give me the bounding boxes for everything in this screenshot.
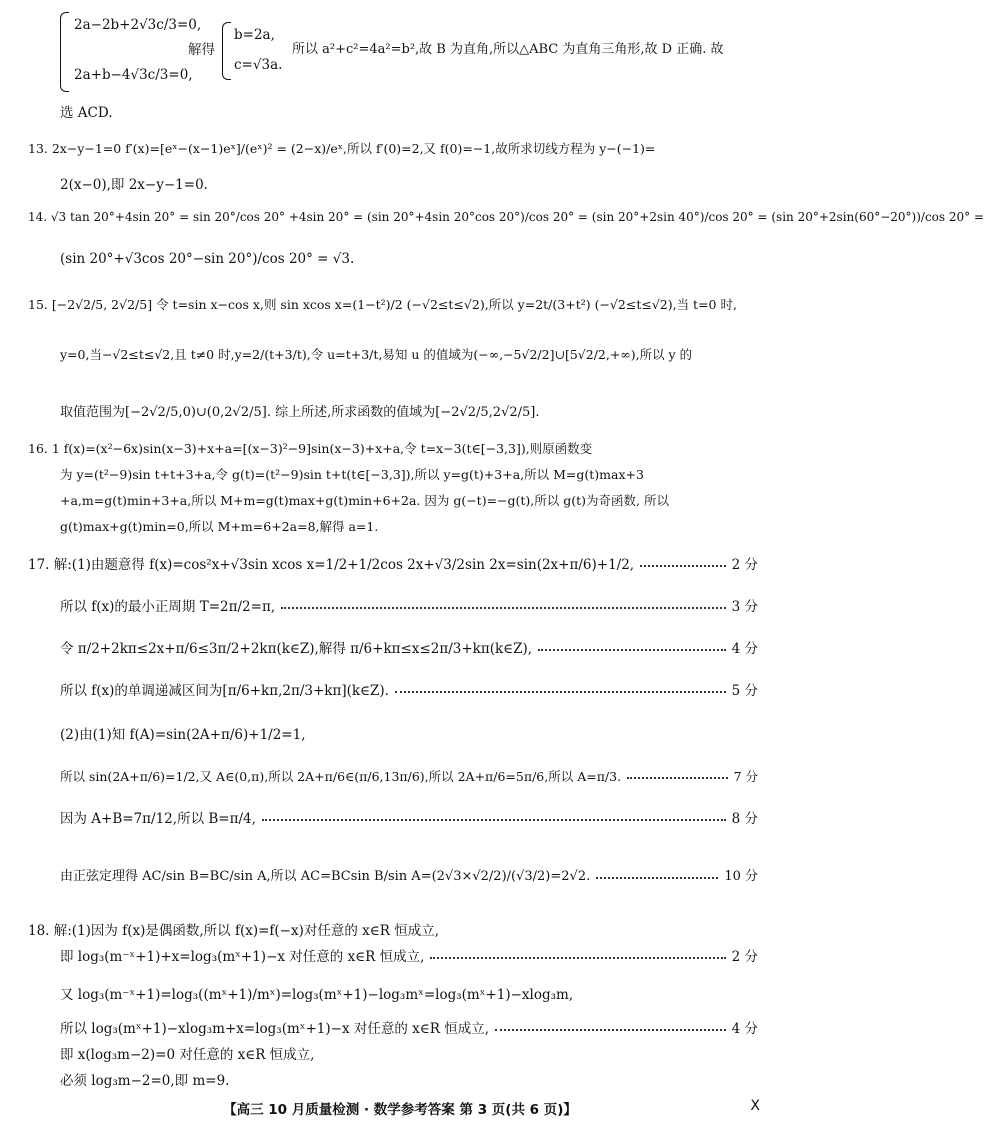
q13-line-2: 2(x−0),即 2x−y−1=0.: [60, 177, 208, 193]
conclusion-text: 所以 a²+c²=4a²=b²,故 B 为直角,所以△ABC 为直角三角形,故 D 正确. 故: [292, 42, 724, 57]
q17-row: [60, 598, 758, 616]
q17-row: [60, 768, 758, 786]
leader-dots: [395, 689, 726, 693]
leader-dots: [262, 817, 726, 821]
leader-dots: [430, 955, 725, 959]
page-footer-title: 【高三 10 月质量检测 · 数学参考答案 第 3 页(共 6 页)】: [223, 1102, 577, 1118]
equation-system-block: [60, 8, 800, 98]
q18-row-text: 18. 解:(1)因为 f(x)是偶函数,所以 f(x)=f(−x)对任意的 x∈R 恒成立,: [28, 923, 440, 939]
q17-row: [60, 868, 758, 886]
q18-row-text: 又 log₃(m⁻ˣ+1)=log₃((mˣ+1)/mˣ)=log₃(mˣ+1)−log₃mˣ=log₃(mˣ+1)−xlog₃m,: [60, 987, 574, 1003]
score-label: 2 分: [731, 557, 758, 573]
leader-dots: [281, 605, 725, 609]
equation-2: 2a+b−4√3c/3=0,: [74, 67, 193, 83]
q17-row-text: 令 π/2+2kπ≤2x+π/6≤3π/2+2kπ(k∈Z),解得 π/6+kπ≤x≤2π/3+kπ(k∈Z),: [60, 641, 533, 657]
score-label: 4 分: [731, 641, 758, 657]
score-label: 3 分: [731, 599, 758, 615]
q17-row-text: 所以 f(x)的单调递减区间为[π/6+kπ,2π/3+kπ](k∈Z).: [60, 683, 389, 699]
q18-row-text: 所以 log₃(mˣ+1)−xlog₃m+x=log₃(mˣ+1)−x 对任意的 x∈R 恒成立,: [60, 1021, 490, 1037]
page-footer-code: X: [750, 1098, 760, 1114]
q14-line-2: (sin 20°+√3cos 20°−sin 20°)/cos 20° = √3.: [60, 251, 355, 267]
q15-line-3: 取值范围为[−2√2/5,0)∪(0,2√2/5]. 综上所述,所求函数的值域为[−2√2/5,2√2/5].: [60, 405, 540, 420]
q17-row: [60, 682, 758, 700]
q17-row-text: 由正弦定理得 AC/sin B=BC/sin A,所以 AC=BCsin B/sin A=(2√3×√2/2)/(√3/2)=2√2.: [60, 869, 591, 884]
answer-tail: 选 ACD.: [60, 105, 113, 121]
score-label: 8 分: [731, 811, 758, 827]
score-label: 2 分: [731, 949, 758, 965]
leader-dots: [495, 1027, 726, 1031]
q15-line-1: 15. [−2√2/5, 2√2/5] 令 t=sin x−cos x,则 sin xcos x=(1−t²)/2 (−√2≤t≤√2),所以 y=2t/(3+t²) (−√2≤t≤√2),当 t=0 时,: [28, 297, 737, 312]
q16-line-2: 为 y=(t²−9)sin t+t+3+a,令 g(t)=(t²−9)sin t+t(t∈[−3,3]),所以 y=g(t)+3+a,所以 M=g(t)max+3: [60, 467, 644, 482]
q14-line-1: 14. √3 tan 20°+4sin 20° = sin 20°/cos 20° +4sin 20° = (sin 20°+4sin 20°cos 20°)/cos 20° = (sin 20°+2sin 40°)/cos 20° = (sin 20°+2sin(60°−20°))/cos 20° =: [28, 210, 984, 224]
equation-1: 2a−2b+2√3c/3=0,: [74, 17, 202, 33]
q16-line-4: g(t)max+g(t)min=0,所以 M+m=6+2a=8,解得 a=1.: [60, 519, 379, 534]
solution-1: b=2a,: [234, 27, 275, 43]
solve-word: 解得: [188, 42, 215, 58]
q17-row-text: 17. 解:(1)由题意得 f(x)=cos²x+√3sin xcos x=1/2+1/2cos 2x+√3/2sin 2x=sin(2x+π/6)+1/2,: [28, 557, 635, 573]
q18-row: [60, 948, 758, 966]
q17-row: [60, 640, 758, 658]
leader-dots: [627, 775, 728, 779]
q18-row: [60, 1020, 758, 1038]
score-label: 4 分: [731, 1021, 758, 1037]
q17-row-text: 所以 sin(2A+π/6)=1/2,又 A∈(0,π),所以 2A+π/6∈(π/6,13π/6),所以 2A+π/6=5π/6,所以 A=π/3.: [60, 769, 622, 784]
leader-dots: [640, 563, 726, 567]
q15-line-2: y=0,当−√2≤t≤√2,且 t≠0 时,y=2/(t+3/t),令 u=t+3/t,易知 u 的值域为(−∞,−5√2/2]∪[5√2/2,+∞),所以 y 的: [60, 347, 693, 362]
q16-line-3: +a,m=g(t)min+3+a,所以 M+m=g(t)max+g(t)min+6+2a. 因为 g(−t)=−g(t),所以 g(t)为奇函数, 所以: [60, 493, 669, 508]
right-brace: [222, 22, 231, 80]
q17-row: [28, 556, 758, 574]
q18-row-text: 必须 log₃m−2=0,即 m=9.: [60, 1073, 230, 1089]
q17-row-text: 因为 A+B=7π/12,所以 B=π/4,: [60, 811, 256, 827]
solution-2: c=√3a.: [234, 57, 283, 73]
left-brace: [60, 12, 69, 92]
q17-row: [60, 810, 758, 828]
score-label: 5 分: [731, 683, 758, 699]
leader-dots: [596, 875, 718, 879]
q13-line-1: 13. 2x−y−1=0 f′(x)=[eˣ−(x−1)eˣ]/(eˣ)² = (2−x)/eˣ,所以 f′(0)=2,又 f(0)=−1,故所求切线方程为 y−(−1)=: [28, 141, 656, 156]
score-label: 10 分: [724, 869, 758, 884]
q17-row-text: (2)由(1)知 f(A)=sin(2A+π/6)+1/2=1,: [60, 727, 306, 743]
q17-row-text: 所以 f(x)的最小正周期 T=2π/2=π,: [60, 599, 276, 615]
q18-row-text: 即 x(log₃m−2)=0 对任意的 x∈R 恒成立,: [60, 1047, 315, 1063]
q16-line-1: 16. 1 f(x)=(x²−6x)sin(x−3)+x+a=[(x−3)²−9]sin(x−3)+x+a,令 t=x−3(t∈[−3,3]),则原函数变: [28, 441, 593, 456]
q18-row-text: 即 log₃(m⁻ˣ+1)+x=log₃(mˣ+1)−x 对任意的 x∈R 恒成立,: [60, 949, 425, 965]
leader-dots: [538, 647, 726, 651]
score-label: 7 分: [733, 769, 758, 784]
